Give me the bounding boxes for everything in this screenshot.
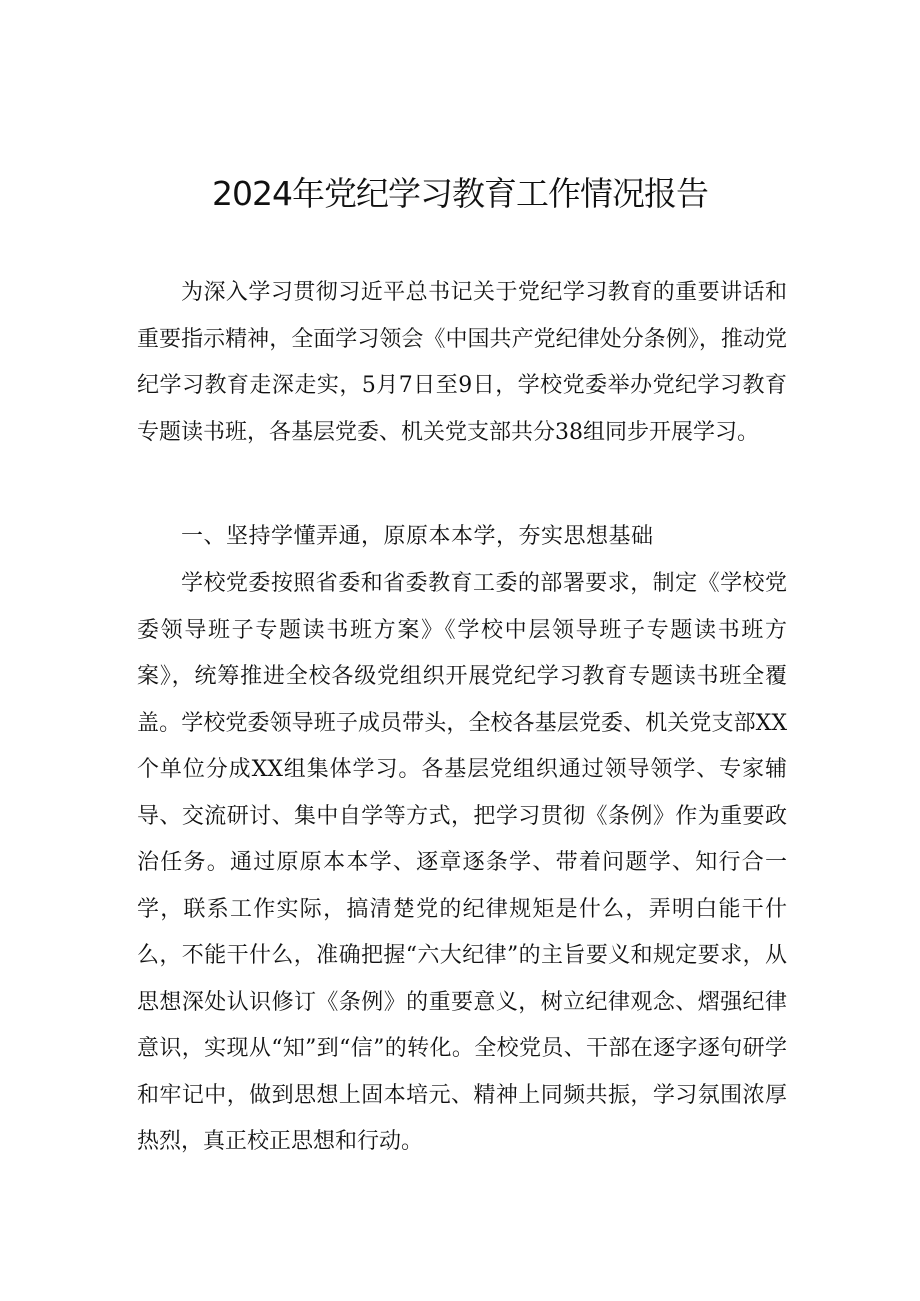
intro-paragraph: 为深入学习贯彻习近平总书记关于党纪学习教育的重要讲话和重要指示精神，全面学习领会《中国共产党纪律处分条例》，推动党纪学习教育走深走实，5月7日至9日，学校党委举办党纪学习教育专题读书班，各基层党委、机关党支部共分38组同步开展学习。 bbox=[137, 280, 787, 445]
section-heading-1: 一、坚持学懂弄通，原原本本学，夯实思想基础 bbox=[181, 524, 654, 549]
document-title: 2024年党纪学习教育工作情况报告 bbox=[212, 174, 708, 213]
section-1-paragraph: 学校党委按照省委和省委教育工委的部署要求，制定《学校党委领导班子专题读书班方案》《学校中层领导班子专题读书班方案》，统筹推进全校各级党组织开展党纪学习教育专题读书班全覆盖。学校党委领导班子成员带头，全校各基层党委、机关党支部XX个单位分成XX组集体学习。各基层党组织通过领导领学、专家辅导、交流研讨、集中自学等方式，把学习贯彻《条例》作为重要政治任务。通过原原本本学、逐章逐条学、带着问题学、知行合一学，联系工作实际，搞清楚党的纪律规矩是什么，弄明白能干什么，不能干什么，准确把握“六大纪律”的主旨要义和规定要求，从思想深处认识修订《条例》的重要意义，树立纪律观念、熠强纪律意识，实现从“知”到“信”的转化。全校党员、干部在逐字逐句研学和牢记中，做到思想上固本培元、精神上同频共振，学习氛围浓厚热烈，真正校正思想和行动。 bbox=[137, 571, 787, 1154]
